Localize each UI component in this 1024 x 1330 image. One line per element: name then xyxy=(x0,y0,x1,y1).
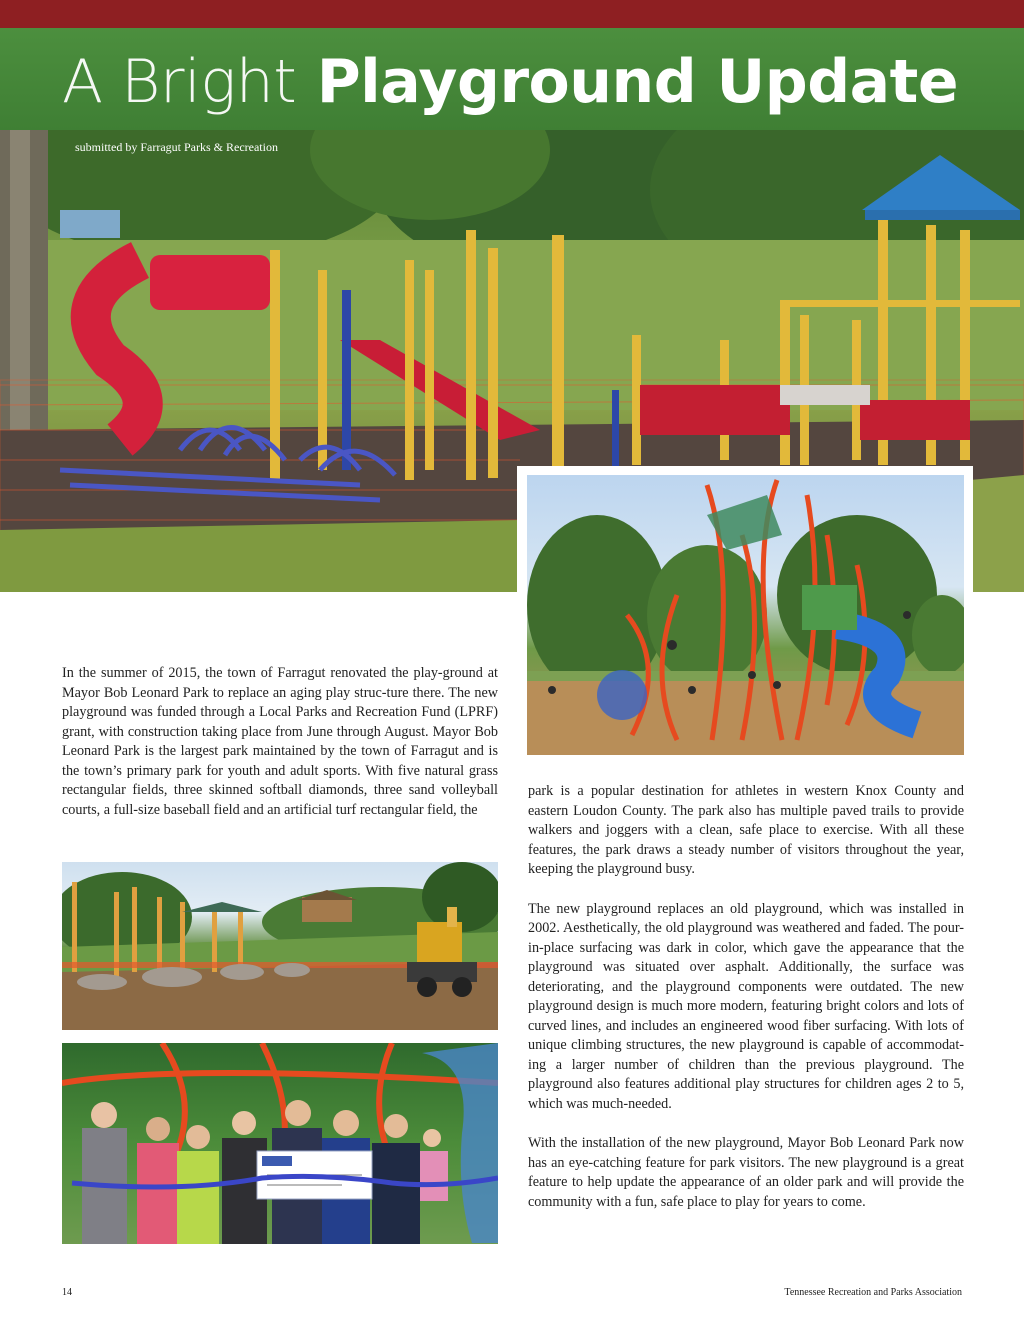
article-column-left xyxy=(62,664,498,820)
title-light-part: A Bright xyxy=(62,47,297,117)
paragraph-conclusion: With the installation of the new playground, Mayor Bob Leonard Park now has an eye-catching feature for park visitors. The new playground is a great feature to help update the appearance of an older park and will provide the community with a fun, safe place to play for years to come. xyxy=(528,1135,964,1210)
article-column-right xyxy=(528,782,964,1232)
title-bold-part: Playground Update xyxy=(316,47,959,117)
photo-ribbon-cutting xyxy=(62,1043,498,1244)
publication-name: Tennessee Recreation and Parks Association xyxy=(784,1287,962,1298)
top-color-band xyxy=(0,0,1024,28)
paragraph-intro: In the summer of 2015, the town of Farragut renovated the play-ground at Mayor Bob Leonard Park to replace an aging play struc-ture there. The new playground was funded through a Local Parks and Recreation Fund (LPRF) grant, with construction taking place from June through August. Mayor Bob Leonard Park is the largest park maintained by the town of Farragut and is the town’s primary park for youth and adult sports. With five natural grass rectangular fields, three skinned softball diamonds, three sand volleyball courts, a full-size baseball field and an artificial turf rectangular field, the xyxy=(62,665,498,818)
paragraph-new-playground: The new playground replaces an old playground, which was installed in 2002. Aesthetically, the old playground was weathered and faded. The pour-in-place surfacing was dark in color, which gave the appearance that the playground was situated over asphalt. Additionally, the surface was deteriorating, and the playground components were outdated. The new playground design is much more modern, featuring bright colors and lots of curved lines, and includes an engineered wood fiber surfacing. With lots of unique climbing structures, the new playground is capable of accommodat-ing a larger number of children than the previous playground. The playground also features additional play structures for children ages 2 to 5, which was much-needed. xyxy=(528,900,964,1112)
page-number: 14 xyxy=(62,1287,72,1298)
page-title xyxy=(62,42,958,122)
paragraph-park-destination: park is a popular destination for athletes in western Knox County and eastern Loudon County. The park also has multiple paved trails to provide walkers and joggers with a clean, safe place to exercise. With all these features, the park draws a steady number of visitors throughout the year, keeping the playground busy. xyxy=(528,783,964,877)
byline: submitted by Farragut Parks & Recreation xyxy=(75,140,278,154)
photo-construction xyxy=(62,862,498,1030)
photo-frame-new-playground xyxy=(517,466,973,764)
photo-new-playground xyxy=(527,475,964,755)
